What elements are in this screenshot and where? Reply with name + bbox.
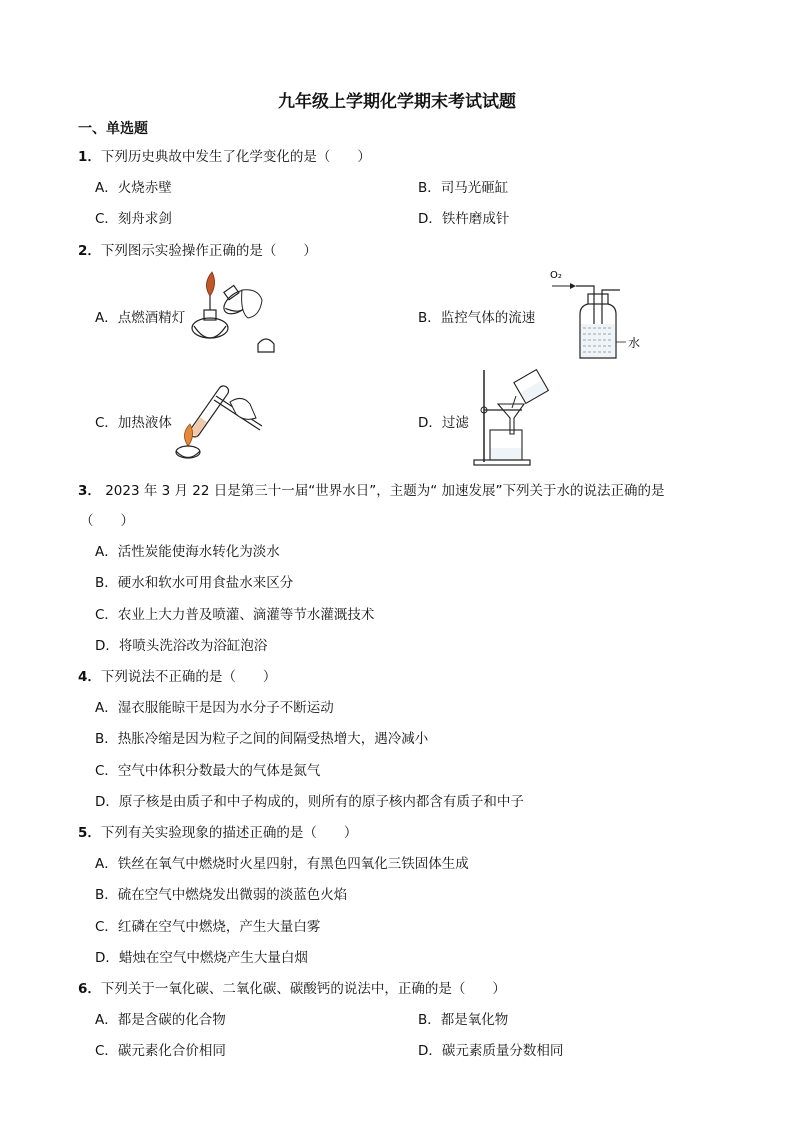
option-a[interactable]: A．火烧赤壁 [95, 180, 172, 196]
question-4 [78, 665, 276, 685]
filtration-figure [472, 368, 562, 468]
question-6 [78, 977, 506, 997]
option-b[interactable]: B．热胀冷缩是因为粒子之间的间隔受热增大，遇冷减小 [95, 731, 429, 747]
option-b[interactable]: B．硫在空气中燃烧发出微弱的淡蓝色火焰 [95, 887, 348, 903]
question-number: 3． [78, 483, 101, 499]
question-1 [78, 145, 371, 165]
option-c[interactable]: C．刻舟求剑 [95, 211, 172, 227]
option-c[interactable]: C．空气中体积分数最大的气体是氮气 [95, 763, 321, 779]
option-c[interactable]: C．红磷在空气中燃烧，产生大量白雾 [95, 919, 321, 935]
option-b[interactable]: B．都是氧化物 [418, 1012, 509, 1028]
option-c[interactable]: C．碳元素化合价相同 [95, 1043, 226, 1059]
option-a[interactable]: A．铁丝在氧气中燃烧时火星四射，有黑色四氧化三铁固体生成 [95, 856, 469, 872]
question-5 [78, 821, 357, 841]
option-b[interactable]: B．监控气体的流速 [418, 310, 536, 326]
option-d[interactable]: D．铁杵磨成针 [418, 211, 510, 227]
question-stem: 下列说法不正确的是（ ） [100, 669, 277, 685]
question-stem: 2023 年 3 月 22 日是第三十一届“世界水日”，主题为“ 加速发展”下列关于水的说法正确的是 [100, 483, 665, 499]
question-3 [78, 479, 665, 499]
option-b[interactable]: B．司马光砸缸 [418, 180, 509, 196]
option-d[interactable]: D．原子核是由质子和中子构成的，则所有的原子核内都含有质子和中子 [95, 794, 524, 810]
question-number: 1． [78, 149, 101, 165]
option-a[interactable]: A．点燃酒精灯 [95, 310, 186, 326]
option-c[interactable]: C．农业上大力普及喷灌、滴灌等节水灌溉技术 [95, 607, 375, 623]
water-label: 水 [628, 336, 641, 350]
section-heading: 一、单选题 [78, 121, 148, 137]
question-stem: 下列历史典故中发生了化学变化的是（ ） [100, 149, 371, 165]
question-stem: 下列图示实验操作正确的是（ ） [100, 243, 317, 259]
question-stem-continued: （ ） [80, 513, 134, 529]
question-number: 4． [78, 669, 101, 685]
question-number: 6． [78, 981, 101, 997]
page-title: 九年级上学期化学期末考试试题 [278, 92, 516, 112]
option-b[interactable]: B．硬水和软水可用食盐水来区分 [95, 575, 294, 591]
option-d[interactable]: D．过滤 [418, 415, 469, 431]
question-number: 2． [78, 243, 101, 259]
option-a[interactable]: A．活性炭能使海水转化为淡水 [95, 544, 280, 560]
question-2 [78, 239, 317, 259]
gas-flow-bottle-figure [550, 266, 650, 362]
alcohol-lamp-lighting-figure [188, 272, 278, 356]
question-stem: 下列关于一氧化碳、二氧化碳、碳酸钙的说法中，正确的是（ ） [100, 981, 506, 997]
option-d[interactable]: D．碳元素质量分数相同 [418, 1043, 564, 1059]
question-number: 5． [78, 825, 101, 841]
option-c[interactable]: C．加热液体 [95, 415, 172, 431]
option-d[interactable]: D．将喷头洗浴改为浴缸泡浴 [95, 638, 268, 654]
option-a[interactable]: A．湿衣服能晾干是因为水分子不断运动 [95, 700, 334, 716]
option-d[interactable]: D．蜡烛在空气中燃烧产生大量白烟 [95, 950, 308, 966]
question-stem: 下列有关实验现象的描述正确的是（ ） [100, 825, 358, 841]
option-a[interactable]: A．都是含碳的化合物 [95, 1012, 226, 1028]
o2-label: O₂ [550, 270, 562, 281]
heating-liquid-figure [170, 372, 270, 462]
